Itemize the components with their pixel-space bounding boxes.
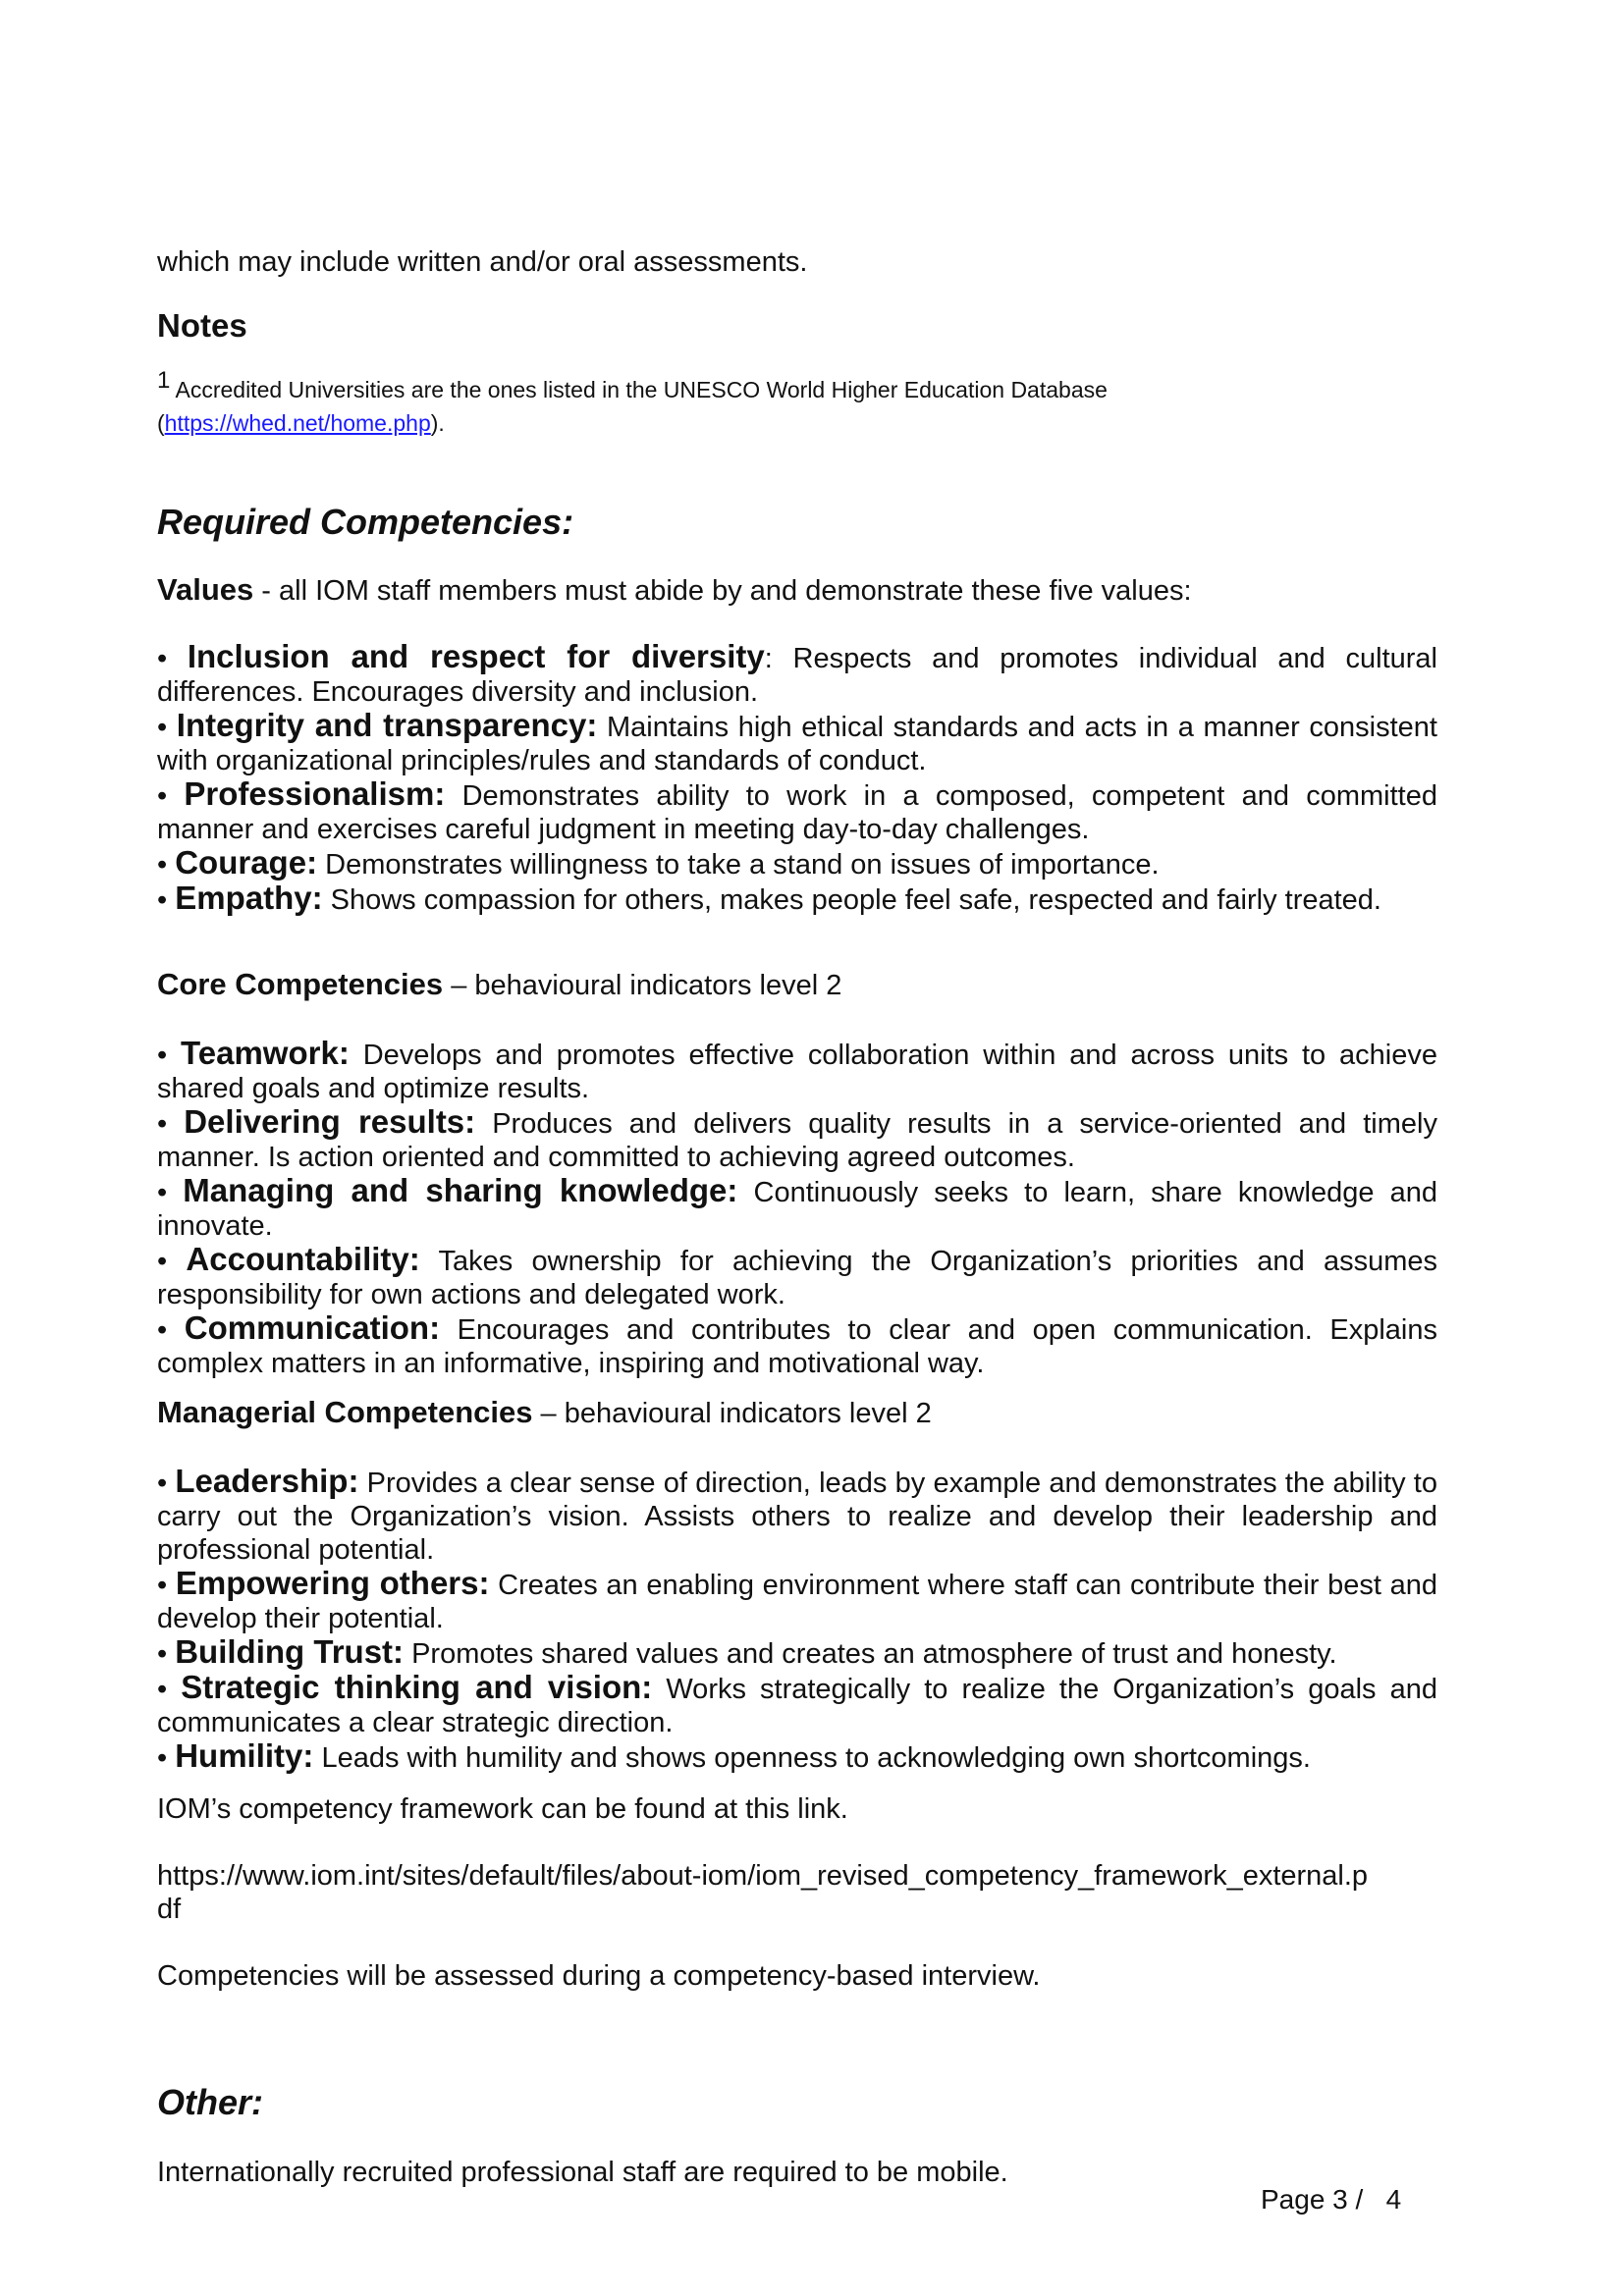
list-item: • Communication: Encourages and contributes to clear and open communication. Explains complex matters in an informative, inspiring and motivational way.: [157, 1309, 1437, 1379]
footnote-text: Accredited Universities are the ones listed in the UNESCO World Higher Education Database: [175, 377, 1108, 402]
framework-line: IOM’s competency framework can be found at this link.: [157, 1793, 848, 1825]
values-intro-text: - all IOM staff members must abide by and demonstrate these five values:: [253, 575, 1192, 607]
list-item: • Integrity and transparency: Maintains high ethical standards and acts in a manner consistent with organizational principles/rules and standards of conduct.: [157, 707, 1437, 776]
page-label: Page 3 /: [1261, 2184, 1364, 2215]
list-item: • Humility: Leads with humility and shows openness to acknowledging own shortcomings.: [157, 1737, 1311, 1774]
list-item: • Strategic thinking and vision: Works strategically to realize the Organization’s goals and communicates a clear strategic direction.: [157, 1669, 1437, 1738]
other-text: Internationally recruited professional staff are required to be mobile.: [157, 2157, 1008, 2188]
whed-link[interactable]: https://whed.net/home.php: [164, 410, 431, 436]
required-competencies-heading: Required Competencies:: [157, 502, 574, 542]
list-item: • Empathy: Shows compassion for others, makes people feel safe, respected and fairly treated.: [157, 880, 1381, 916]
managerial-competencies-intro: [157, 1396, 1437, 1430]
framework-url-part1: https://www.iom.int/sites/default/files/about-iom/iom_revised_competency_framework_external.p: [157, 1860, 1369, 1892]
managerial-competencies-intro-text: – behavioural indicators level 2: [532, 1398, 932, 1429]
values-intro: [157, 573, 1437, 608]
list-item: • Teamwork: Develops and promotes effective collaboration within and across units to achieve shared goals and optimize results.: [157, 1035, 1437, 1104]
list-item: • Professionalism: Demonstrates ability to work in a composed, competent and committed manner and exercises careful judgment in meeting day-to-day challenges.: [157, 775, 1437, 845]
page-total: 4: [1385, 2184, 1402, 2215]
list-item: • Building Trust: Promotes shared values and creates an atmosphere of trust and honesty.: [157, 1633, 1337, 1670]
values-title: Values: [157, 572, 254, 607]
core-competencies-title: Core Competencies: [157, 967, 444, 1001]
core-competencies-list: [157, 1037, 1437, 1380]
document-page: [157, 0, 1437, 2296]
footnote-paren-open: (: [157, 410, 165, 436]
framework-url-part2: df: [157, 1894, 182, 1925]
footnote: [157, 367, 1437, 440]
list-item: • Empowering others: Creates an enabling environment where staff can contribute their best and develop their potential.: [157, 1565, 1437, 1634]
list-item: • Courage: Demonstrates willingness to take a stand on issues of importance.: [157, 844, 1160, 881]
footnote-number: 1: [157, 367, 171, 394]
core-competencies-intro: [157, 968, 1437, 1002]
managerial-competencies-list: [157, 1465, 1437, 1775]
list-item: • Delivering results: Produces and delivers quality results in a service-oriented and timely manner. Is action oriented and committed to achieving agreed outcomes.: [157, 1103, 1437, 1173]
other-heading: Other:: [157, 2082, 263, 2122]
list-item: • Accountability: Takes ownership for achieving the Organization’s priorities and assumes responsibility for own actions and delegated work.: [157, 1241, 1437, 1310]
list-item: • Inclusion and respect for diversity: Respects and promotes individual and cultural differences. Encourages diversity and inclusion.: [157, 638, 1437, 708]
values-list: [157, 640, 1437, 917]
framework-url: [157, 1859, 1437, 1926]
footnote-paren-close: ).: [430, 410, 445, 436]
page-number: [1261, 2183, 1401, 2216]
notes-heading: Notes: [157, 307, 247, 344]
list-item: • Leadership: Provides a clear sense of direction, leads by example and demonstrates the ability to carry out the Organization’s vision. Assists others to realize and develop their leadership and professional potential.: [157, 1463, 1437, 1566]
managerial-competencies-title: Managerial Competencies: [157, 1395, 533, 1429]
list-item: • Managing and sharing knowledge: Continuously seeks to learn, share knowledge and innovate.: [157, 1172, 1437, 1242]
core-competencies-intro-text: – behavioural indicators level 2: [443, 970, 842, 1001]
intro-line: which may include written and/or oral assessments.: [157, 246, 808, 278]
assessment-line: Competencies will be assessed during a competency-based interview.: [157, 1960, 1041, 1992]
